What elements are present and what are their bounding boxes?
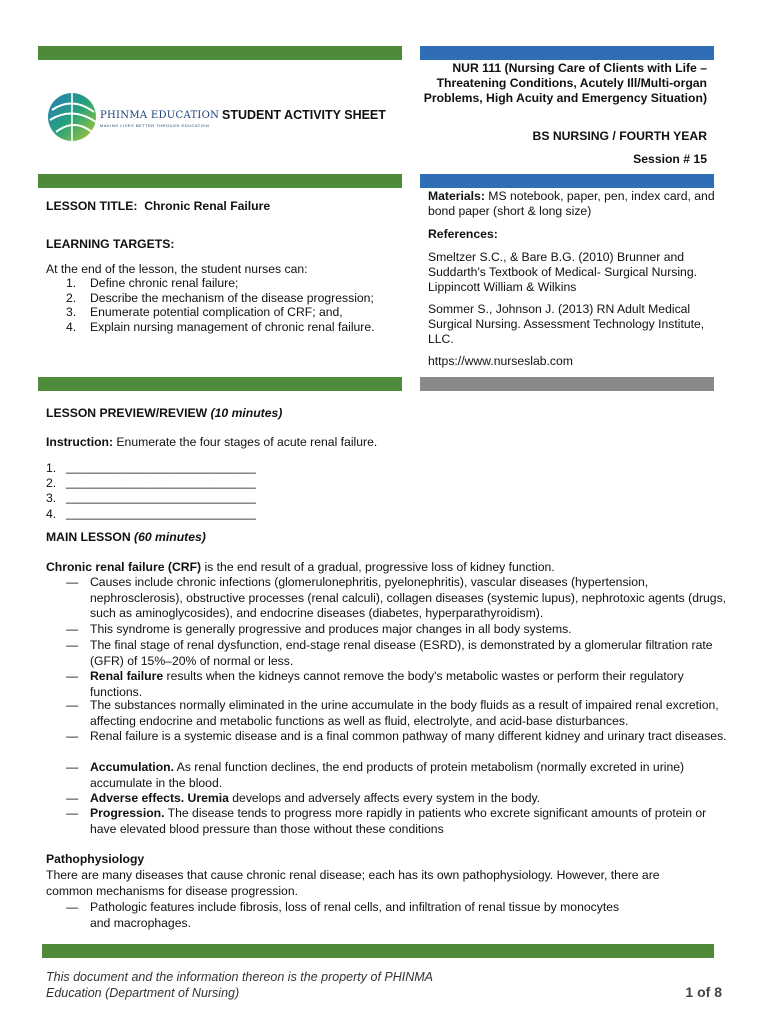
- instruction-label: Instruction:: [46, 435, 114, 449]
- footer-bar: [42, 944, 714, 958]
- targets-intro: At the end of the lesson, the student nurses can:: [46, 262, 308, 276]
- bullet-dash: —: [66, 760, 79, 774]
- session-label: Session # 15: [633, 152, 707, 166]
- preview-bar-left: [38, 377, 402, 391]
- bullet-esrd: The final stage of renal dysfunction, end-stage renal disease (ESRD), is demonstrated by a glomerular filtration rate (GFR) of 15%–20% of normal or less.: [90, 638, 713, 668]
- target-num: 1.: [66, 276, 77, 290]
- materials-label: Materials:: [428, 189, 485, 203]
- main-heading-text: MAIN LESSON: [46, 530, 131, 544]
- blank-num: 2.: [46, 476, 57, 490]
- reference-1: Smeltzer S.C., & Bare B.G. (2010) Brunner and Suddarth's Textbook of Medical- Surgical Nursing. Lippincott William & Wilkins: [428, 250, 698, 294]
- lesson-title-label: LESSON TITLE:: [46, 199, 138, 213]
- bullet-dash: —: [66, 900, 79, 914]
- answer-blank[interactable]: ____________________________: [66, 506, 256, 520]
- bullet-progression: [90, 806, 728, 837]
- blank-num: 1.: [46, 461, 57, 475]
- bullet-dash: —: [66, 729, 79, 743]
- accumulation-rest: As renal function declines, the end products of protein metabolism (normally excreted in urine) accumulate in the blood.: [90, 760, 685, 790]
- adverse-effects-rest: develops and adversely affects every system in the body.: [228, 791, 541, 805]
- reference-3: https://www.nurseslab.com: [428, 354, 573, 368]
- patho-paragraph: There are many diseases that cause chronic renal disease; each has its own pathophysiology. However, there are common mechanisms for disease progression.: [46, 868, 660, 898]
- patho-heading: Pathophysiology: [46, 852, 145, 866]
- bullet-causes: Causes include chronic infections (glomerulonephritis, pyelonephritis), vascular diseases (hypertension, nephrosclerosis), obstructive processes (renal calculi), collagen diseases (systemic lupus), nephrotoxic agents (drugs, such as aminoglycosides), and endocrine diseases (diabetes, hyperparathyroidism).: [90, 575, 727, 621]
- renal-failure-bold: Renal failure: [90, 669, 164, 683]
- header-bar-left: [38, 46, 402, 60]
- target-num: 2.: [66, 291, 77, 305]
- materials: [428, 189, 718, 219]
- footer-note: This document and the information thereon is the property of PHINMA Education (Department of Nursing): [46, 970, 433, 1000]
- sheet-title: STUDENT ACTIVITY SHEET: [222, 108, 386, 122]
- blank-num: 3.: [46, 491, 57, 505]
- bullet-substances: The substances normally eliminated in the urine accumulate in the body fluids as a result of impaired renal excretion, affecting endocrine and metabolic functions as well as fluid, electrolyte, and acid-base disturbances.: [90, 698, 719, 728]
- answer-blank[interactable]: ____________________________: [66, 490, 256, 504]
- adverse-effects-bold: Adverse effects. Uremia: [90, 791, 229, 805]
- bullet-dash: —: [66, 669, 79, 683]
- renal-failure-rest: results when the kidneys cannot remove the body's metabolic wastes or perform their regulatory functions.: [90, 669, 684, 699]
- section-bar-left: [38, 174, 402, 188]
- crf-intro: [46, 560, 555, 575]
- bullet-dash: —: [66, 638, 79, 652]
- brand-name: PHINMA EDUCATION: [100, 110, 220, 121]
- bullet-dash: —: [66, 622, 79, 636]
- brand-tagline: MAKING LIVES BETTER THROUGH EDUCATION: [100, 123, 210, 128]
- bullet-dash: —: [66, 698, 79, 712]
- reference-2: Sommer S., Johnson J. (2013) RN Adult Medical Surgical Nursing. Assessment Technology Institute, LLC.: [428, 302, 705, 346]
- bullet-dash: —: [66, 575, 79, 589]
- bullet-pathologic-features: Pathologic features include fibrosis, loss of renal cells, and infiltration of renal tissue by monocytes and macrophages.: [90, 900, 620, 930]
- accumulation-bold: Accumulation.: [90, 760, 174, 774]
- target-num: 4.: [66, 320, 77, 334]
- main-heading: [46, 530, 206, 545]
- blank-num: 4.: [46, 507, 57, 521]
- crf-intro-bold: Chronic renal failure (CRF): [46, 560, 202, 574]
- instruction-text: Enumerate the four stages of acute renal failure.: [116, 435, 378, 449]
- references-heading: References:: [428, 227, 498, 241]
- target-num: 3.: [66, 305, 77, 319]
- target-item: Enumerate potential complication of CRF; and,: [90, 305, 343, 319]
- preview-bar-right: [420, 377, 714, 391]
- phinma-logo: [46, 88, 220, 146]
- crf-intro-rest: is the end result of a gradual, progressive loss of kidney function.: [201, 560, 555, 574]
- section-bar-right: [420, 174, 714, 188]
- target-item: Explain nursing management of chronic renal failure.: [90, 320, 375, 334]
- target-item: Describe the mechanism of the disease progression;: [90, 291, 374, 305]
- bullet-dash: —: [66, 791, 79, 805]
- main-duration: (60 minutes): [134, 530, 206, 544]
- bullet-syndrome: This syndrome is generally progressive and produces major changes in all body systems.: [90, 622, 572, 636]
- page-number: 1 of 8: [685, 984, 722, 1000]
- course-title: NUR 111 (Nursing Care of Clients with Life – Threatening Conditions, Acutely Ill/Multi-organ Problems, High Acuity and Emergency Situation): [423, 61, 707, 105]
- preview-heading-text: LESSON PREVIEW/REVIEW: [46, 406, 208, 420]
- bullet-systemic: Renal failure is a systemic disease and is a final common pathway of many different kidney and urinary tract diseases.: [90, 729, 727, 743]
- bullet-dash: —: [66, 806, 79, 820]
- bullet-accumulation: [90, 760, 728, 791]
- progression-rest: The disease tends to progress more rapidly in patients who excrete significant amounts of protein or have elevated blood pressure than those without these conditions: [90, 806, 707, 836]
- instruction: [46, 435, 377, 450]
- bullet-renal-failure: [90, 669, 728, 700]
- target-item: Define chronic renal failure;: [90, 276, 239, 290]
- phinma-logo-icon: [46, 88, 98, 146]
- progression-bold: Progression.: [90, 806, 165, 820]
- materials-text: MS notebook, paper, pen, index card, and bond paper (short & long size): [428, 189, 715, 218]
- bullet-adverse-effects: [90, 791, 728, 807]
- targets-heading: LEARNING TARGETS:: [46, 237, 175, 251]
- preview-duration: (10 minutes): [210, 406, 283, 420]
- answer-blank[interactable]: ____________________________: [66, 475, 256, 489]
- preview-heading: [46, 406, 282, 421]
- lesson-title: [46, 199, 270, 214]
- header-bar-right: [420, 46, 714, 60]
- lesson-title-value: Chronic Renal Failure: [144, 199, 271, 213]
- program-label: BS NURSING / FOURTH YEAR: [532, 129, 707, 143]
- answer-blank[interactable]: ____________________________: [66, 460, 256, 474]
